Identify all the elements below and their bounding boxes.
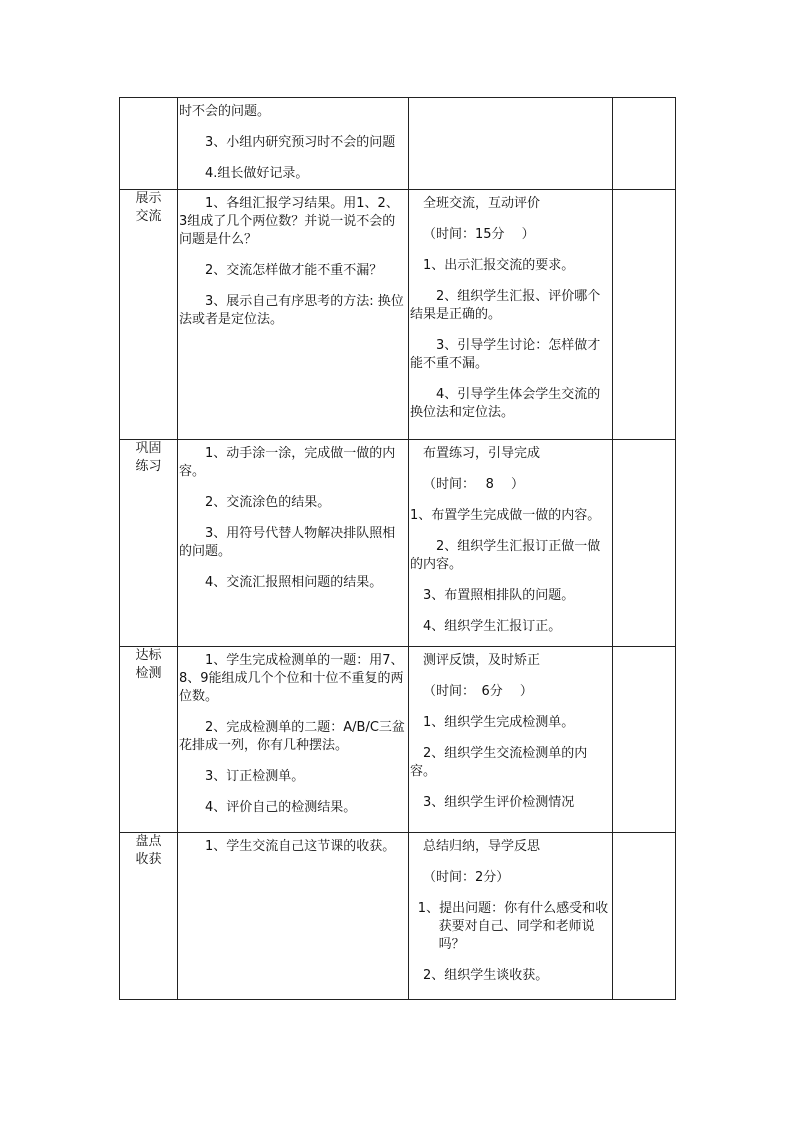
stage-label: 收获 bbox=[135, 852, 162, 867]
lesson-row bbox=[120, 190, 676, 440]
stage-label: 盘点 bbox=[135, 834, 162, 849]
teacher-step: （时间： 6分 ） bbox=[423, 684, 533, 699]
lesson-row bbox=[120, 98, 676, 190]
teacher-step: （时间： 8 ） bbox=[423, 477, 525, 492]
notes-cell bbox=[613, 833, 676, 1000]
stage-cell bbox=[120, 98, 178, 190]
student-step: 时不会的问题。 bbox=[179, 104, 271, 119]
teacher-step: 2、组织学生谈收获。 bbox=[423, 968, 549, 983]
student-step: 2、完成检测单的二题：A/B/C三盆花排成一列，你有几种摆法。 bbox=[179, 720, 405, 753]
stage-label: 交流 bbox=[135, 209, 162, 224]
teacher-step: 3、布置照相排队的问题。 bbox=[423, 588, 575, 603]
teacher-step: 总结归纳，导学反思 bbox=[423, 839, 541, 854]
student-activity-cell bbox=[178, 833, 409, 1000]
student-step: 4.组长做好记录。 bbox=[205, 166, 309, 181]
lesson-row bbox=[120, 833, 676, 1000]
teacher-step: （时间：2分） bbox=[423, 870, 510, 885]
lesson-row bbox=[120, 440, 676, 647]
teacher-activity-cell bbox=[409, 440, 613, 647]
stage-label: 检测 bbox=[135, 666, 162, 681]
teacher-step: 布置练习，引导完成 bbox=[423, 446, 541, 461]
student-step: 3、展示自己有序思考的方法: 换位法或者是定位法。 bbox=[179, 294, 404, 327]
stage-label: 展示 bbox=[135, 191, 162, 206]
teacher-step: （时间：15分 ） bbox=[423, 227, 535, 242]
stage-cell bbox=[120, 833, 178, 1000]
notes-cell bbox=[613, 190, 676, 440]
teacher-activity-cell bbox=[409, 647, 613, 833]
lesson-plan-body bbox=[120, 98, 676, 1000]
teacher-step: 2、组织学生交流检测单的内容。 bbox=[410, 746, 588, 779]
student-activity-cell bbox=[178, 440, 409, 647]
teacher-step: 1、提出问题：你有什么感受和收获要对自己、同学和老师说吗？ bbox=[417, 901, 609, 952]
teacher-step: 全班交流，互动评价 bbox=[423, 196, 541, 211]
stage-cell bbox=[120, 190, 178, 440]
stage-label: 练习 bbox=[135, 459, 162, 474]
teacher-step: 3、引导学生讨论：怎样做才能不重不漏。 bbox=[410, 338, 601, 371]
notes-cell bbox=[613, 98, 676, 190]
student-activity-cell bbox=[178, 647, 409, 833]
student-activity-cell bbox=[178, 98, 409, 190]
student-step: 3、订正检测单。 bbox=[205, 769, 305, 784]
student-step: 4、评价自己的检测结果。 bbox=[205, 800, 357, 815]
lesson-plan-table bbox=[119, 97, 676, 1000]
teacher-step: 3、组织学生评价检测情况 bbox=[423, 795, 575, 810]
teacher-activity-cell bbox=[409, 190, 613, 440]
notes-cell bbox=[613, 647, 676, 833]
teacher-activity-cell bbox=[409, 98, 613, 190]
teacher-step: 4、组织学生汇报订正。 bbox=[423, 619, 562, 634]
student-step: 4、交流汇报照相问题的结果。 bbox=[205, 575, 383, 590]
student-activity-cell bbox=[178, 190, 409, 440]
stage-label: 达标 bbox=[135, 648, 162, 663]
student-step: 3、用符号代替人物解决排队照相的问题。 bbox=[179, 526, 396, 559]
teacher-step: 2、组织学生汇报、评价哪个结果是正确的。 bbox=[410, 289, 601, 322]
lesson-row bbox=[120, 647, 676, 833]
teacher-activity-cell bbox=[409, 833, 613, 1000]
teacher-step: 1、布置学生完成做一做的内容。 bbox=[410, 508, 601, 523]
teacher-step: 4、引导学生体会学生交流的换位法和定位法。 bbox=[410, 387, 601, 420]
stage-label: 巩固 bbox=[135, 441, 162, 456]
student-step: 2、交流涂色的结果。 bbox=[205, 495, 331, 510]
teacher-step: 1、组织学生完成检测单。 bbox=[423, 715, 575, 730]
student-step: 3、小组内研究预习时不会的问题 bbox=[205, 135, 396, 150]
teacher-step: 1、出示汇报交流的要求。 bbox=[423, 258, 575, 273]
student-step: 1、学生交流自己这节课的收获。 bbox=[205, 839, 396, 854]
stage-cell bbox=[120, 440, 178, 647]
student-step: 1、各组汇报学习结果。用1、2、3组成了几个两位数？并说一说不会的问题是什么？ bbox=[179, 196, 399, 247]
student-step: 1、动手涂一涂，完成做一做的内容。 bbox=[179, 446, 396, 479]
stage-cell bbox=[120, 647, 178, 833]
student-step: 1、学生完成检测单的一题：用7、8、9能组成几个个位和十位不重复的两位数。 bbox=[179, 653, 404, 704]
notes-cell bbox=[613, 440, 676, 647]
teacher-step: 测评反馈，及时矫正 bbox=[423, 653, 541, 668]
student-step: 2、交流怎样做才能不重不漏？ bbox=[205, 263, 383, 278]
teacher-step: 2、组织学生汇报订正做一做的内容。 bbox=[410, 539, 601, 572]
